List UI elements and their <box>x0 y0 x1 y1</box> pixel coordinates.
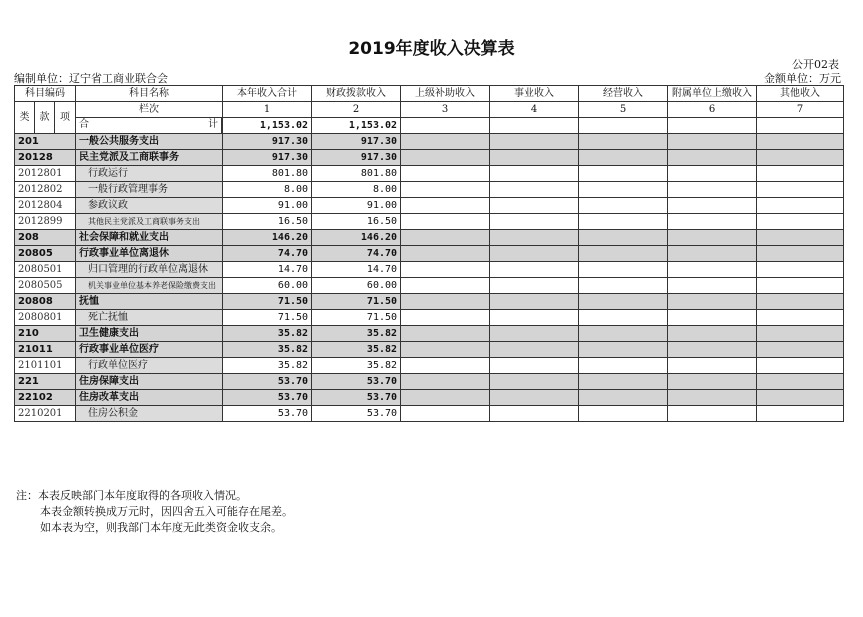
cell <box>668 262 757 278</box>
cell <box>490 230 579 246</box>
cell <box>579 150 668 166</box>
row-code: 2101101 <box>15 358 76 374</box>
row-value-total: 16.50 <box>223 214 312 230</box>
row-value-total: 71.50 <box>223 310 312 326</box>
cell <box>668 230 757 246</box>
cell <box>579 134 668 150</box>
table-row <box>15 166 844 182</box>
cell <box>668 278 757 294</box>
row-value-fiscal: 917.30 <box>312 134 401 150</box>
table-row <box>15 342 844 358</box>
cell <box>668 198 757 214</box>
row-code: 20808 <box>15 294 76 310</box>
row-value-fiscal: 14.70 <box>312 262 401 278</box>
row-value-total: 53.70 <box>223 390 312 406</box>
row-value-fiscal: 74.70 <box>312 246 401 262</box>
col-number-2: 2 <box>312 102 401 118</box>
row-value-fiscal: 146.20 <box>312 230 401 246</box>
row-code: 2080501 <box>15 262 76 278</box>
row-name: 行政事业单位离退休 <box>76 246 223 262</box>
cell <box>579 374 668 390</box>
cell <box>401 310 490 326</box>
col-number-5: 5 <box>579 102 668 118</box>
cell <box>490 262 579 278</box>
row-value-total: 74.70 <box>223 246 312 262</box>
amount-unit: 金额单位：万元 <box>764 72 841 85</box>
row-value-total: 917.30 <box>223 134 312 150</box>
row-value-fiscal: 801.80 <box>312 166 401 182</box>
row-value-fiscal: 8.00 <box>312 182 401 198</box>
row-name: 民主党派及工商联事务 <box>76 150 223 166</box>
row-name: 一般公共服务支出 <box>76 134 223 150</box>
row-value-total: 35.82 <box>223 326 312 342</box>
row-code: 2080801 <box>15 310 76 326</box>
cell <box>401 150 490 166</box>
row-name: 归口管理的行政单位离退休 <box>76 262 223 278</box>
cell <box>668 342 757 358</box>
row-value-fiscal: 35.82 <box>312 326 401 342</box>
row-name: 社会保障和就业支出 <box>76 230 223 246</box>
cell <box>757 278 844 294</box>
row-code: 210 <box>15 326 76 342</box>
col-number-6: 6 <box>668 102 757 118</box>
row-value-total: 14.70 <box>223 262 312 278</box>
header-code: 科目编码 <box>15 86 76 102</box>
cell <box>668 166 757 182</box>
row-name: 住房保障支出 <box>76 374 223 390</box>
header-col-2: 财政拨款收入 <box>312 86 401 102</box>
cell <box>401 358 490 374</box>
row-code: 208 <box>15 230 76 246</box>
cell <box>401 406 490 422</box>
note-2: 本表金额转换成万元时，因四舍五入可能存在尾差。 <box>40 505 293 518</box>
cell <box>579 118 668 134</box>
cell <box>401 182 490 198</box>
row-name: 卫生健康支出 <box>76 326 223 342</box>
income-table <box>14 85 844 422</box>
cell <box>401 134 490 150</box>
table-row <box>15 406 844 422</box>
row-value-total: 53.70 <box>223 406 312 422</box>
cell <box>490 150 579 166</box>
table-row <box>15 326 844 342</box>
col-number-3: 3 <box>401 102 490 118</box>
row-value-fiscal: 35.82 <box>312 358 401 374</box>
table-row <box>15 230 844 246</box>
cell <box>579 214 668 230</box>
cell <box>757 374 844 390</box>
cell <box>490 198 579 214</box>
column-number-row <box>15 102 844 118</box>
row-name: 其他民主党派及工商联事务支出 <box>76 214 223 230</box>
cell <box>668 326 757 342</box>
cell <box>579 294 668 310</box>
reporting-unit: 编制单位：辽宁省工商业联合会 <box>14 72 168 85</box>
cell <box>579 326 668 342</box>
cell <box>401 342 490 358</box>
row-value-fiscal: 53.70 <box>312 406 401 422</box>
row-code: 201 <box>15 134 76 150</box>
row-value-total: 146.20 <box>223 230 312 246</box>
total-value-2: 1,153.02 <box>312 118 401 134</box>
table-row <box>15 262 844 278</box>
cell <box>579 182 668 198</box>
header-col-1: 本年收入合计 <box>223 86 312 102</box>
table-row <box>15 310 844 326</box>
header-col-5: 经营收入 <box>579 86 668 102</box>
cell <box>757 294 844 310</box>
table-row <box>15 294 844 310</box>
row-value-fiscal: 917.30 <box>312 150 401 166</box>
row-value-total: 91.00 <box>223 198 312 214</box>
row-name: 住房改革支出 <box>76 390 223 406</box>
cell <box>579 390 668 406</box>
row-value-total: 53.70 <box>223 374 312 390</box>
col-number-4: 4 <box>490 102 579 118</box>
cell <box>757 310 844 326</box>
header-xiang: 项 <box>55 102 76 134</box>
row-value-total: 8.00 <box>223 182 312 198</box>
cell <box>401 390 490 406</box>
cell <box>579 230 668 246</box>
table-row <box>15 278 844 294</box>
total-value-1: 1,153.02 <box>223 118 312 134</box>
row-value-fiscal: 53.70 <box>312 390 401 406</box>
cell <box>668 390 757 406</box>
cell <box>579 406 668 422</box>
row-code: 2080505 <box>15 278 76 294</box>
header-col-7: 其他收入 <box>757 86 844 102</box>
cell <box>401 230 490 246</box>
cell <box>401 246 490 262</box>
row-value-fiscal: 91.00 <box>312 198 401 214</box>
col-number-7: 7 <box>757 102 844 118</box>
row-code: 221 <box>15 374 76 390</box>
row-name: 参政议政 <box>76 198 223 214</box>
header-lanci: 栏次 <box>76 102 223 118</box>
row-code: 22102 <box>15 390 76 406</box>
cell <box>490 310 579 326</box>
cell <box>490 406 579 422</box>
note-1: 注：本表反映部门本年度取得的各项收入情况。 <box>16 489 247 502</box>
cell <box>401 278 490 294</box>
cell <box>579 198 668 214</box>
row-name: 一般行政管理事务 <box>76 182 223 198</box>
cell <box>757 326 844 342</box>
cell <box>757 198 844 214</box>
cell <box>757 134 844 150</box>
table-row <box>15 150 844 166</box>
cell <box>757 342 844 358</box>
cell <box>757 230 844 246</box>
cell <box>401 262 490 278</box>
row-code: 20128 <box>15 150 76 166</box>
cell <box>579 278 668 294</box>
cell <box>579 166 668 182</box>
header-lei: 类 <box>15 102 35 134</box>
row-value-fiscal: 60.00 <box>312 278 401 294</box>
cell <box>757 166 844 182</box>
row-name: 行政单位医疗 <box>76 358 223 374</box>
table-row <box>15 246 844 262</box>
cell <box>490 214 579 230</box>
header-col-4: 事业收入 <box>490 86 579 102</box>
row-code: 2012899 <box>15 214 76 230</box>
cell <box>401 214 490 230</box>
cell <box>757 406 844 422</box>
table-row <box>15 134 844 150</box>
row-value-fiscal: 16.50 <box>312 214 401 230</box>
cell <box>668 182 757 198</box>
cell <box>757 246 844 262</box>
cell <box>757 214 844 230</box>
cell <box>668 406 757 422</box>
row-value-fiscal: 35.82 <box>312 342 401 358</box>
cell <box>668 118 757 134</box>
cell <box>490 358 579 374</box>
row-name: 住房公积金 <box>76 406 223 422</box>
header-col-6: 附属单位上缴收入 <box>668 86 757 102</box>
cell <box>490 134 579 150</box>
form-code: 公开02表 <box>792 58 839 71</box>
row-value-total: 60.00 <box>223 278 312 294</box>
cell <box>757 118 844 134</box>
cell <box>668 358 757 374</box>
cell <box>490 118 579 134</box>
header-kuan: 款 <box>35 102 55 134</box>
cell <box>668 294 757 310</box>
row-value-total: 917.30 <box>223 150 312 166</box>
cell <box>401 118 490 134</box>
row-name: 死亡抚恤 <box>76 310 223 326</box>
total-row <box>15 118 844 134</box>
total-label <box>76 118 222 133</box>
col-number-1: 1 <box>223 102 312 118</box>
row-value-total: 71.50 <box>223 294 312 310</box>
row-code: 21011 <box>15 342 76 358</box>
cell <box>401 166 490 182</box>
cell <box>579 358 668 374</box>
row-code: 20805 <box>15 246 76 262</box>
cell <box>579 310 668 326</box>
row-name: 行政事业单位医疗 <box>76 342 223 358</box>
row-name: 抚恤 <box>76 294 223 310</box>
cell <box>757 358 844 374</box>
cell <box>401 198 490 214</box>
cell <box>490 278 579 294</box>
total-label-ji: 计 <box>208 119 219 130</box>
cell <box>668 374 757 390</box>
row-value-fiscal: 53.70 <box>312 374 401 390</box>
cell <box>490 374 579 390</box>
cell <box>490 342 579 358</box>
cell <box>490 166 579 182</box>
header-row <box>15 86 844 102</box>
row-name: 机关事业单位基本养老保险缴费支出 <box>76 278 223 294</box>
cell <box>757 262 844 278</box>
cell <box>490 326 579 342</box>
header-col-3: 上级补助收入 <box>401 86 490 102</box>
table-row <box>15 182 844 198</box>
row-value-fiscal: 71.50 <box>312 294 401 310</box>
row-code: 2012804 <box>15 198 76 214</box>
total-label-he: 合 <box>79 119 90 130</box>
cell <box>757 182 844 198</box>
header-name: 科目名称 <box>76 86 223 102</box>
cell <box>668 214 757 230</box>
cell <box>668 246 757 262</box>
cell <box>579 246 668 262</box>
cell <box>757 390 844 406</box>
cell <box>668 134 757 150</box>
cell <box>490 182 579 198</box>
table-row <box>15 358 844 374</box>
table-row <box>15 214 844 230</box>
row-name: 行政运行 <box>76 166 223 182</box>
cell <box>490 390 579 406</box>
row-value-total: 35.82 <box>223 358 312 374</box>
cell <box>401 326 490 342</box>
row-value-fiscal: 71.50 <box>312 310 401 326</box>
note-3: 如本表为空，则我部门本年度无此类资金收支余。 <box>40 521 282 534</box>
table-row <box>15 374 844 390</box>
table-row <box>15 390 844 406</box>
cell <box>579 262 668 278</box>
cell <box>490 246 579 262</box>
notes <box>16 488 293 536</box>
cell <box>757 150 844 166</box>
row-code: 2012801 <box>15 166 76 182</box>
cell <box>401 294 490 310</box>
cell <box>401 374 490 390</box>
row-code: 2210201 <box>15 406 76 422</box>
cell <box>579 342 668 358</box>
cell <box>668 150 757 166</box>
row-code: 2012802 <box>15 182 76 198</box>
row-value-total: 801.80 <box>223 166 312 182</box>
report-title: 2019年度收入决算表 <box>348 39 515 59</box>
table-row <box>15 198 844 214</box>
cell <box>668 310 757 326</box>
cell <box>490 294 579 310</box>
row-value-total: 35.82 <box>223 342 312 358</box>
